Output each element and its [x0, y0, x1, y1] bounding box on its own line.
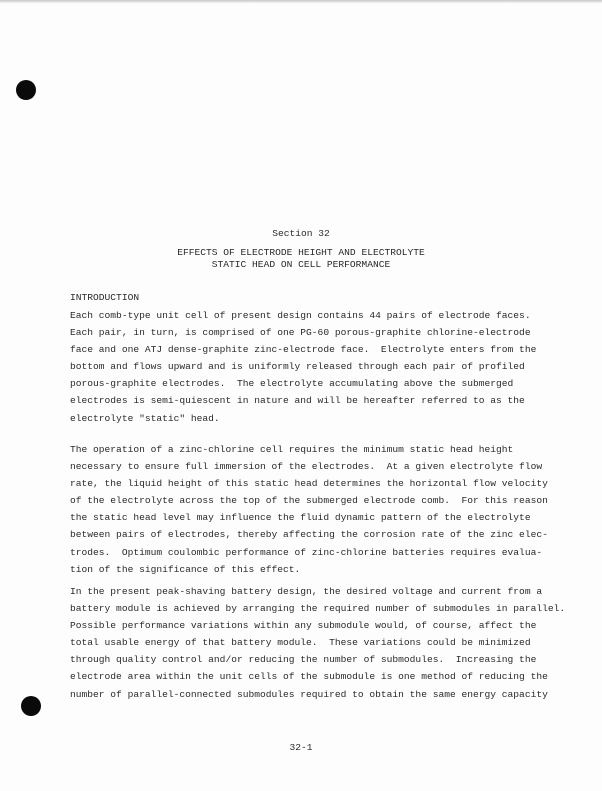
- paragraph-line: face and one ATJ dense-graphite zinc-electrode face. Electrolyte enters from the: [70, 344, 537, 356]
- paragraph-line: porous-graphite electrodes. The electrolyte accumulating above the submerged: [70, 378, 514, 390]
- punch-hole-top: [16, 80, 36, 100]
- page-top-edge: [0, 0, 602, 3]
- paragraph-line: rate, the liquid height of this static head determines the horizontal flow velocity: [70, 478, 548, 490]
- paragraph-line: Each pair, in turn, is comprised of one PG-60 porous-graphite chlorine-electrode: [70, 327, 531, 339]
- paragraph-line: electrode area within the unit cells of the submodule is one method of reducing the: [70, 671, 548, 683]
- paragraph-1: [70, 307, 540, 427]
- paragraph-line: electrodes is semi-quiescent in nature and will be hereafter referred to as the: [70, 395, 525, 407]
- paragraph-line: through quality control and/or reducing the number of submodules. Increasing the: [70, 654, 537, 666]
- paragraph-line: tion of the significance of this effect.: [70, 563, 301, 575]
- section-heading: INTRODUCTION: [70, 292, 140, 303]
- paragraph-line: electrolyte "static" head.: [70, 412, 220, 424]
- paragraph-line: between pairs of electrodes, thereby affecting the corrosion rate of the zinc elec-: [70, 529, 548, 541]
- paragraph-line: of the electrolyte across the top of the submerged electrode comb. For this reason: [70, 495, 548, 507]
- paragraph-3: [70, 583, 566, 703]
- paragraph-line: necessary to ensure full immersion of the electrodes. At a given electrolyte flow: [70, 461, 543, 473]
- title-line-2: STATIC HEAD ON CELL PERFORMANCE: [211, 259, 391, 270]
- paragraph-line: number of parallel-connected submodules required to obtain the same energy capacity: [70, 688, 548, 700]
- paragraph-line: Each comb-type unit cell of present design contains 44 pairs of electrode faces.: [70, 310, 531, 321]
- paragraph-line: battery module is achieved by arranging the required number of submodules in parallel.: [70, 603, 566, 615]
- paragraph-line: total usable energy of that battery module. These variations could be minimized: [70, 637, 531, 649]
- page-number: 32-1: [289, 742, 313, 753]
- paragraph-line: In the present peak-shaving battery design, the desired voltage and current from a: [70, 586, 543, 597]
- paragraph-2: [70, 441, 548, 578]
- paragraph-line: Possible performance variations within any submodule would, of course, affect the: [70, 620, 537, 632]
- section-label: Section 32: [272, 228, 330, 239]
- punch-hole-bottom: [21, 696, 41, 716]
- paragraph-line: The operation of a zinc-chlorine cell requires the minimum static head height: [70, 444, 514, 455]
- paragraph-line: the static head level may influence the fluid dynamic pattern of the electrolyte: [70, 512, 531, 524]
- title-line-1: EFFECTS OF ELECTRODE HEIGHT AND ELECTROLYTE: [177, 247, 425, 258]
- paragraph-line: bottom and flows upward and is uniformly released through each pair of profiled: [70, 361, 525, 373]
- paragraph-line: trodes. Optimum coulombic performance of zinc-chlorine batteries requires evalua-: [70, 546, 543, 558]
